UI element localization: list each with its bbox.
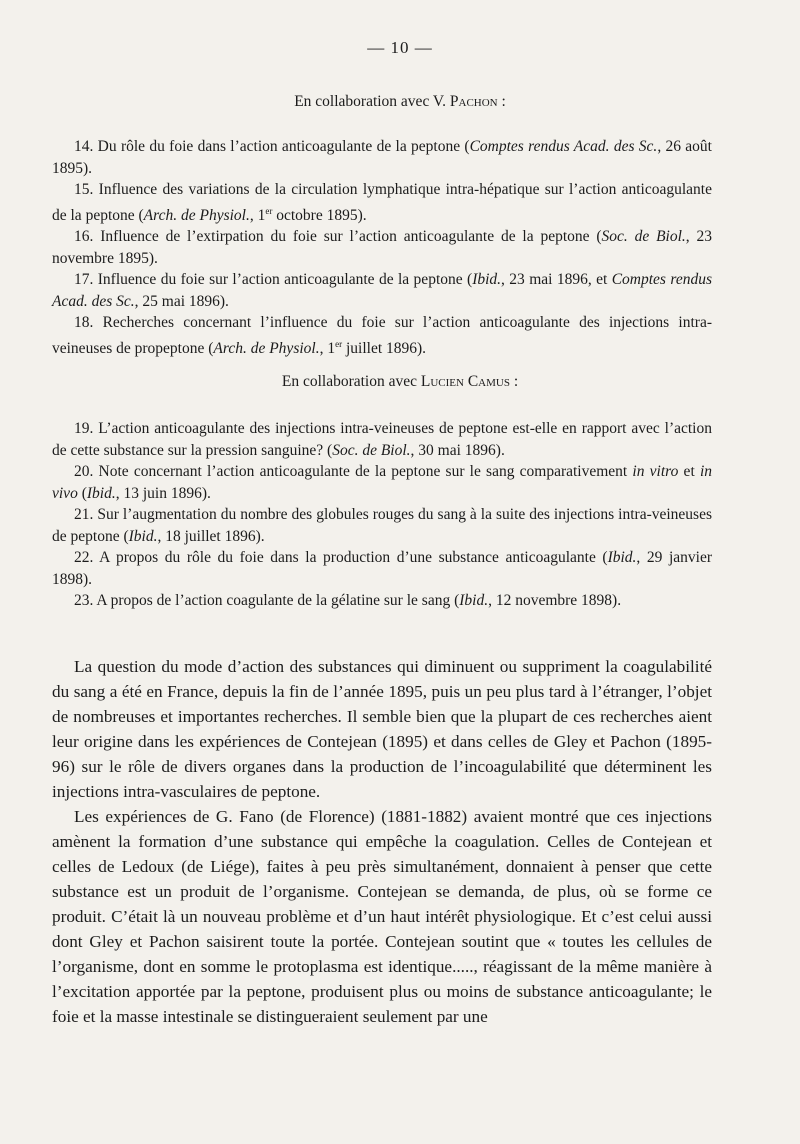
ordinal-superscript: er [335, 338, 343, 349]
reference-entry [52, 312, 712, 359]
reference-entry [52, 504, 712, 547]
reference-citation: Soc. de Biol. [601, 228, 686, 246]
reference-text: juillet 1896). [342, 339, 427, 357]
reference-text: 14. Du rôle du foie dans l’action anticoagulante de la peptone ( [74, 138, 470, 155]
reference-citation: in vivo [52, 463, 712, 502]
reference-entry [52, 269, 712, 312]
reference-text: 16. Influence de l’extirpation du foie sur l’action anticoagulante de la peptone ( [74, 228, 602, 246]
reference-text: ( [77, 484, 87, 502]
reference-text: 17. Influence du foie sur l’action anticoagulante de la peptone ( [74, 271, 473, 289]
section-heading-camus [0, 373, 800, 391]
reference-citation: Comptes rendus Acad. des Sc. [52, 271, 712, 310]
reference-citation: in vitro [632, 463, 679, 480]
reference-text: , 18 juillet 1896). [157, 527, 265, 545]
reference-text: et [678, 463, 700, 480]
section-heading-pachon [0, 93, 800, 111]
reference-entry [52, 418, 712, 461]
reference-text: , 30 mai 1896). [410, 441, 505, 459]
reference-entry [52, 461, 712, 504]
reference-list-pachon [52, 136, 712, 359]
reference-text: 15. Influence des variations de la circulation lymphatique intra-hépatique sur l’action anticoagulante de la peptone ( [52, 181, 712, 224]
reference-text: , 1 [319, 339, 336, 357]
reference-entry [52, 179, 712, 226]
reference-list-camus [52, 418, 712, 612]
reference-text: , 12 novembre 1898). [488, 592, 622, 609]
body-paragraph: Les expériences de G. Fano (de Florence) (1881-1882) avaient montré que ces injections amènent la formation d’une substance qui empêche la coagulation. Celles de Contejean et celles de Ledoux (de Liége), faites à peu près simultanément, donnaient à penser que cette substance est un produit de l’organisme. Contejean se demanda, de plus, où se forme ce produit. C’était là un nouveau problème et d’un haut intérêt physiologique. Et c’est celui aussi dont Gley et Pachon saisirent toute la portée. Contejean soutint que « toutes les cellules de l’organisme, dont en somme le protoplasma est identique....., réagissant de la même manière à l’excitation apportée par la peptone, produisent plus ou moins de substance anticoagulante; le foie et la masse intestinale se distingueraient seulement par une [52, 807, 712, 1026]
reference-text: , 29 janvier 1898). [52, 549, 712, 588]
body-text [52, 654, 712, 1029]
body-paragraph: La question du mode d’action des substances qui diminuent ou suppriment la coagulabilité du sang a été en France, depuis la fin de l’année 1895, puis un peu plus tard à l’étranger, l’objet de nombreuses et importantes recherches. Il semble bien que la plupart de ces recherches aient leur origine dans les expériences de Contejean (1895) et dans celles de Gley et Pachon (1895-96) sur le rôle de divers organes dans la production de l’incoagulabilité que déterminent les injections intra-vasculaires de peptone. [52, 657, 712, 801]
reference-text: , 23 mai 1896, et [501, 271, 612, 289]
reference-citation: Ibid. [459, 592, 489, 609]
reference-text: , 26 août 1895). [52, 138, 712, 177]
reference-citation: Ibid. [86, 484, 116, 502]
reference-entry [52, 136, 712, 179]
reference-citation: Ibid. [607, 549, 637, 566]
reference-text: , 1 [249, 206, 266, 224]
reference-text: 22. A propos du rôle du foie dans la production d’une substance anticoagulante ( [74, 549, 608, 566]
heading-suffix: : [497, 93, 506, 110]
reference-text: , 13 juin 1896). [115, 484, 211, 502]
collaborator-name: Lucien Camus [420, 373, 510, 390]
reference-entry [52, 547, 712, 590]
reference-text: 20. Note concernant l’action anticoagulante de la peptone sur le sang comparativement [74, 463, 633, 480]
page-number: — 10 — [367, 38, 433, 57]
reference-text: 21. Sur l’augmentation du nombre des globules rouges du sang à la suite des injections intra-veineuses de peptone ( [52, 506, 712, 545]
reference-citation: Ibid. [128, 527, 158, 545]
heading-suffix: : [509, 373, 519, 390]
heading-prefix: En collaboration avec V. [294, 93, 450, 110]
ordinal-superscript: er [265, 205, 273, 216]
reference-entry [52, 590, 712, 612]
collaborator-name: Pachon [449, 93, 498, 110]
reference-citation: Ibid. [472, 271, 502, 289]
reference-text: 19. L’action anticoagulante des injections intra-veineuses de peptone est-elle en rapport avec l’action de cette substance sur la pression sanguine? ( [52, 420, 712, 459]
reference-citation: Arch. de Physiol. [213, 339, 320, 357]
heading-prefix: En collaboration avec [281, 373, 421, 390]
reference-citation: Comptes rendus Acad. des Sc. [469, 138, 658, 155]
reference-citation: Soc. de Biol. [332, 441, 411, 459]
reference-entry [52, 226, 712, 269]
reference-text: , 25 mai 1896). [134, 292, 229, 310]
reference-text: octobre 1895). [272, 206, 367, 224]
reference-citation: Arch. de Physiol. [143, 206, 250, 224]
reference-text: , 23 novembre 1895). [52, 228, 713, 267]
reference-text: 23. A propos de l’action coagulante de la gélatine sur le sang ( [74, 592, 460, 609]
reference-text: 18. Recherches concernant l’influence du foie sur l’action anticoagulante des injections intra-veineuses de propeptone ( [52, 314, 712, 357]
